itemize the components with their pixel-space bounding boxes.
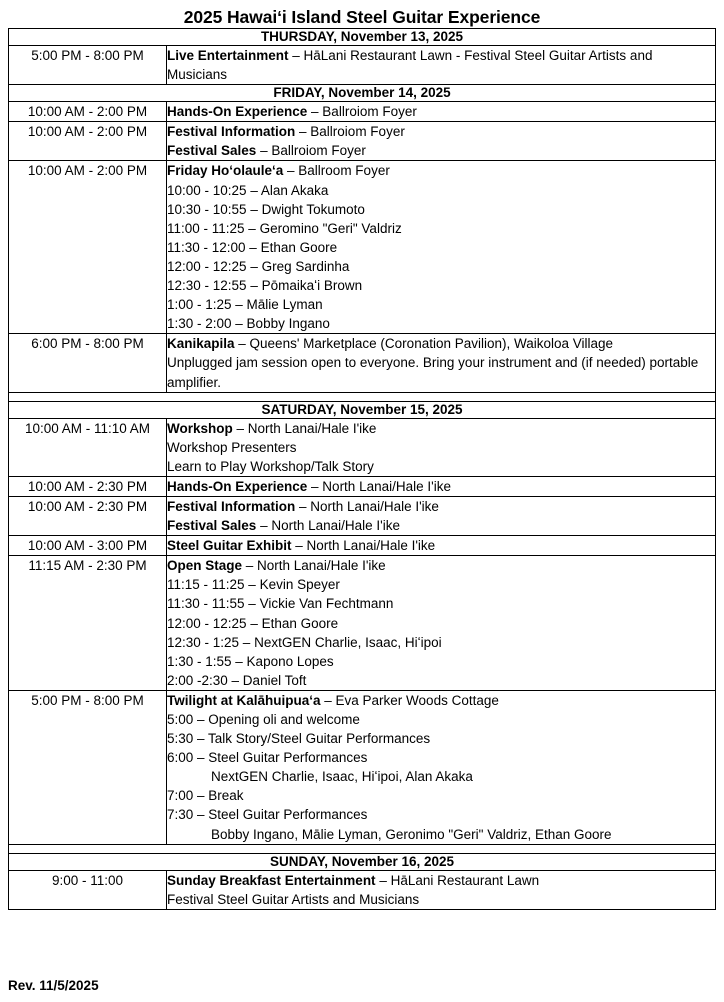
event-text: 5:00 – Opening oli and welcome [167, 712, 360, 727]
table-row [9, 46, 716, 85]
event-time: 10:00 AM - 2:00 PM [9, 122, 167, 161]
day-heading-row [9, 853, 716, 870]
event-time: 10:00 AM - 11:10 AM [9, 418, 167, 476]
day-date: November 13, 2025 [336, 29, 464, 44]
event-sub-line [167, 594, 715, 613]
event-text: 7:00 – Break [167, 788, 244, 804]
event-title: Hands-On Experience [167, 478, 308, 494]
day-sunday-heading [9, 853, 716, 870]
event-sub-line [167, 181, 715, 200]
event-text: 1:30 - 1:55 – Kapono Lopes [167, 653, 334, 669]
event-time: 5:00 PM - 8:00 PM [9, 46, 167, 85]
event-detail [167, 122, 716, 161]
table-row [9, 102, 716, 122]
event-title-line [167, 419, 715, 438]
event-text: – Ballroiom Foyer [256, 143, 366, 159]
event-text: – Ballroiom Foyer [295, 124, 405, 140]
event-title: Hands-On Experience [167, 104, 308, 120]
event-detail [167, 102, 716, 122]
event-text: 12:00 - 12:25 – Greg Sardinha [167, 258, 350, 274]
event-text: 11:00 - 11:25 – Geromino "Geri" Valdriz [167, 220, 402, 236]
event-sub-line [167, 438, 715, 457]
event-title-line [167, 497, 715, 516]
day-date: November 16, 2025 [327, 853, 455, 869]
event-title: Open Stage [167, 558, 243, 574]
event-time: 6:00 PM - 8:00 PM [9, 334, 167, 392]
day-of-week: SATURDAY, [261, 401, 337, 417]
event-text: – North Lanai/Hale I'ike [307, 478, 451, 494]
event-title: Festival Information [167, 498, 296, 514]
table-row [9, 418, 716, 476]
event-time: 5:00 PM - 8:00 PM [9, 690, 167, 844]
event-sub-line [167, 671, 715, 690]
event-sub-line [167, 200, 715, 219]
section-gap [9, 392, 716, 401]
event-sub-line [167, 805, 715, 824]
event-time: 10:00 AM - 2:00 PM [9, 161, 167, 334]
event-detail [167, 161, 716, 334]
event-sub-line [167, 729, 715, 748]
section-gap [9, 844, 716, 853]
event-text: 1:30 - 2:00 – Bobby Ingano [167, 316, 330, 332]
event-sub-line [167, 516, 715, 535]
event-text: 5:30 – Talk Story/Steel Guitar Performances [167, 731, 431, 747]
event-title: Friday Hoʻolauleʻa [167, 163, 284, 179]
event-title-line [167, 334, 715, 353]
event-text: – North Lanai/Hale I'ike [242, 558, 386, 574]
day-of-week: FRIDAY, [273, 85, 325, 101]
event-text: – Eva Parker Woods Cottage [320, 692, 499, 708]
event-text: – North Lanai/Hale I'ike [295, 498, 439, 514]
event-text: – Queens' Marketplace (Coronation Pavilion), Waikoloa Village [234, 336, 614, 352]
event-text: – Ballroiom Foyer [307, 104, 417, 120]
day-date: November 15, 2025 [336, 401, 463, 417]
event-text: 10:30 - 10:55 – Dwight Tokumoto [167, 201, 365, 217]
event-title-line [167, 536, 715, 555]
event-sub-line [167, 890, 715, 909]
event-sub-line [167, 786, 715, 805]
section-gap-cell [9, 844, 716, 853]
event-title: Twilight at Kalāhuipuaʻa [167, 692, 321, 708]
event-time: 11:15 AM - 2:30 PM [9, 556, 167, 691]
event-text: 10:00 - 10:25 – Alan Akaka [167, 182, 329, 198]
event-title-line [167, 556, 715, 575]
event-text: – North Lanai/Hale I'ike [256, 518, 400, 534]
event-time: 9:00 - 11:00 [9, 870, 167, 909]
event-sub-line [167, 238, 715, 257]
event-sub-line [167, 295, 715, 314]
event-time: 10:00 AM - 2:00 PM [9, 102, 167, 122]
event-sub-line [167, 219, 715, 238]
event-text: – North Lanai/Hale I'ike [291, 538, 436, 554]
event-sub-line [167, 276, 715, 295]
day-thursday-heading [9, 29, 716, 46]
event-title-line [167, 122, 715, 141]
event-sub-line [167, 710, 715, 729]
table-row [9, 496, 716, 535]
event-sub-line [167, 353, 715, 391]
event-detail [167, 334, 716, 392]
day-of-week: SUNDAY, [269, 853, 328, 869]
event-sub-line [167, 257, 715, 276]
event-title-line [167, 871, 715, 890]
table-row [9, 334, 716, 392]
event-text: 7:30 – Steel Guitar Performances [167, 807, 368, 823]
event-detail [167, 476, 716, 496]
event-text: Festival Steel Guitar Artists and Musicians [167, 891, 420, 907]
event-detail [167, 690, 716, 844]
table-row [9, 870, 716, 909]
event-text: – HāLani Restaurant Lawn - Festival Steel Guitar Artists and Musicians [167, 48, 657, 83]
event-time: 10:00 AM - 2:30 PM [9, 476, 167, 496]
table-row [9, 690, 716, 844]
day-heading-row [9, 401, 716, 418]
event-text: Workshop Presenters [167, 439, 297, 455]
event-time: 10:00 AM - 3:00 PM [9, 536, 167, 556]
event-text: 6:00 – Steel Guitar Performances [167, 750, 368, 766]
event-sub-line [167, 575, 715, 594]
table-row [9, 556, 716, 691]
day-friday-heading [9, 85, 716, 102]
event-text: 11:30 - 11:55 – Vickie Van Fechtmann [167, 596, 394, 612]
event-sub-line [167, 314, 715, 333]
table-row [9, 161, 716, 334]
event-title: Festival Sales [167, 518, 257, 534]
schedule-page [0, 6, 724, 1002]
event-sub-line [167, 652, 715, 671]
event-sub-line [167, 141, 715, 160]
event-sub-line [167, 457, 715, 476]
event-title: Live Entertainment [167, 48, 289, 63]
event-detail [167, 870, 716, 909]
schedule-table [8, 28, 716, 910]
event-title-line [167, 691, 715, 710]
event-sub-line [167, 748, 715, 767]
event-title: Festival Information [167, 124, 296, 140]
page-title: 2025 Hawaiʻi Island Steel Guitar Experience [183, 7, 541, 27]
event-text: 11:30 - 12:00 – Ethan Goore [167, 239, 338, 255]
event-text: 12:30 - 12:55 – Pōmaikaʻi Brown [167, 278, 363, 294]
event-title-line [167, 46, 715, 84]
event-text: NextGEN Charlie, Isaac, Hiʻipoi, Alan Akaka [211, 769, 473, 785]
event-detail [167, 536, 716, 556]
event-detail [167, 418, 716, 476]
event-title: Workshop [167, 420, 233, 436]
event-text: 11:15 - 11:25 – Kevin Speyer [167, 577, 340, 593]
event-time: 10:00 AM - 2:30 PM [9, 496, 167, 535]
event-sub-line [167, 633, 715, 652]
event-text: Unplugged jam session open to everyone. Bring your instrument and (if needed) portable amplifier. [167, 355, 703, 390]
event-title: Festival Sales [167, 143, 257, 159]
day-heading-row [9, 85, 716, 102]
event-sub-line [167, 825, 715, 844]
event-sub-line [167, 614, 715, 633]
event-text: – Ballroom Foyer [283, 163, 390, 179]
event-text: 2:00 -2:30 – Daniel Toft [167, 672, 307, 688]
day-date: November 14, 2025 [324, 85, 451, 101]
event-text: – HāLani Restaurant Lawn [375, 872, 540, 888]
event-text: Bobby Ingano, Mālie Lyman, Geronimo "Geri" Valdriz, Ethan Goore [211, 826, 612, 842]
event-sub-line [167, 767, 715, 786]
event-title-line [167, 161, 715, 180]
event-title-line [167, 477, 715, 496]
table-row [9, 536, 716, 556]
event-text: 12:30 - 1:25 – NextGEN Charlie, Isaac, Hiʻipoi [167, 634, 442, 650]
event-title-line [167, 102, 715, 121]
event-text: – North Lanai/Hale I'ike [232, 420, 377, 436]
event-title: Kanikapila [167, 336, 235, 352]
event-text: 12:00 - 12:25 – Ethan Goore [167, 615, 339, 631]
event-title: Steel Guitar Exhibit [167, 538, 292, 554]
table-row [9, 122, 716, 161]
event-detail [167, 496, 716, 535]
revision-footer: Rev. 11/5/2025 [8, 978, 99, 993]
event-detail [167, 556, 716, 691]
day-of-week: THURSDAY, [260, 29, 337, 44]
event-text: Learn to Play Workshop/Talk Story [167, 458, 374, 474]
day-heading-row [9, 29, 716, 46]
event-text: 1:00 - 1:25 – Mālie Lyman [167, 297, 323, 313]
event-title: Sunday Breakfast Entertainment [167, 872, 376, 888]
event-detail [167, 46, 716, 85]
section-gap-cell [9, 392, 716, 401]
table-row [9, 476, 716, 496]
day-saturday-heading [9, 401, 716, 418]
